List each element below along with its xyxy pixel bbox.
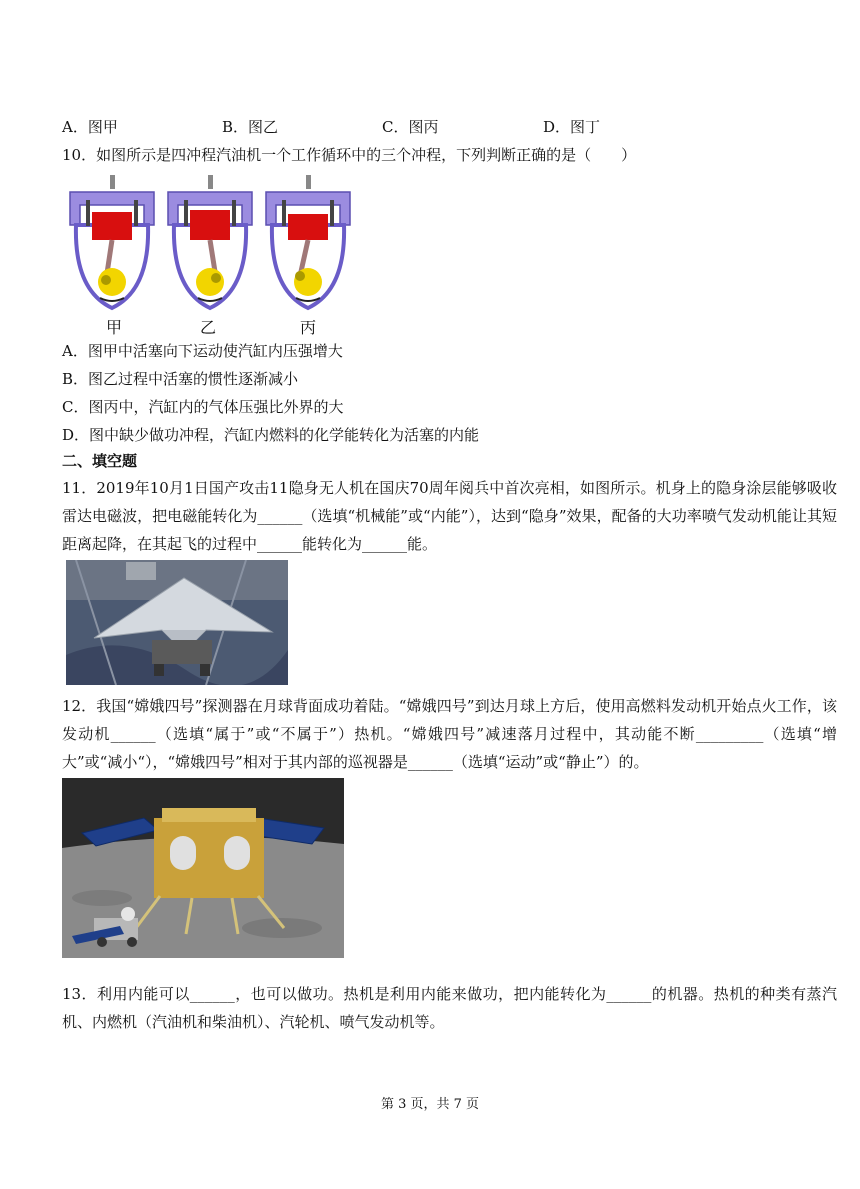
figure-label-bing: 丙	[300, 318, 317, 337]
engine-diagram-yi	[168, 175, 252, 308]
q9-option-c: C．图丙	[382, 118, 439, 136]
engine-diagram-jia	[70, 175, 154, 308]
change4-lander-photo	[62, 778, 344, 958]
engine-diagram-bing	[266, 175, 350, 308]
stealth-drone-photo	[66, 560, 288, 685]
q10-stem: 10．如图所示是四冲程汽油机一个工作循环中的三个冲程，下列判断正确的是（ ）	[62, 146, 637, 164]
q11-text: 11．2019年10月1日国产攻击11隐身无人机在国庆70周年阅兵中首次亮相，如图所示。机身上的隐身涂层能够吸收雷达电磁波，把电磁能转化为______（选填“机械能”或“内能”），达到“隐身”效果，配备的大功率喷气发动机能让其短距离起降，在其起飞的过程中______能转化为______能。	[62, 479, 838, 553]
q12-text: 12．我国“嫦娥四号”探测器在月球背面成功着陆。“嫦娥四号”到达月球上方后，使用高燃料发动机开始点火工作，该发动机______（选填“属于”或“不属于”）热机。“嫦娥四号”减速落月过程中，其动能不断_________（选填“增大”或“减小“），“嫦娥四号”相对于其内部的巡视器是______（选填“运动”或“静止”）的。	[62, 697, 837, 771]
q9-option-d: D．图丁	[543, 118, 601, 136]
page-footer: 第 3 页，共 7 页	[380, 1097, 480, 1112]
q9-option-a: A．图甲	[62, 118, 118, 136]
q9-option-b: B．图乙	[222, 118, 279, 136]
engine-strokes-figure	[64, 170, 354, 315]
q10-option-a: A．图甲中活塞向下运动使汽缸内压强增大	[62, 342, 343, 360]
q10-option-c: C．图丙中，汽缸内的气体压强比外界的大	[62, 398, 344, 416]
q10-option-b: B．图乙过程中活塞的惯性逐渐减小	[62, 370, 299, 388]
q10-option-d: D．图中缺少做功冲程，汽缸内燃料的化学能转化为活塞的内能	[62, 426, 480, 444]
figure-label-yi: 乙	[200, 318, 217, 337]
figure-label-jia: 甲	[106, 318, 123, 337]
q13-text: 13．利用内能可以______，也可以做功。热机是利用内能来做功，把内能转化为______的机器。热机的种类有蒸汽机、内燃机（汽油机和柴油机）、汽轮机、喷气发动机等。	[62, 985, 837, 1031]
section-title: 二、填空题	[62, 452, 138, 470]
